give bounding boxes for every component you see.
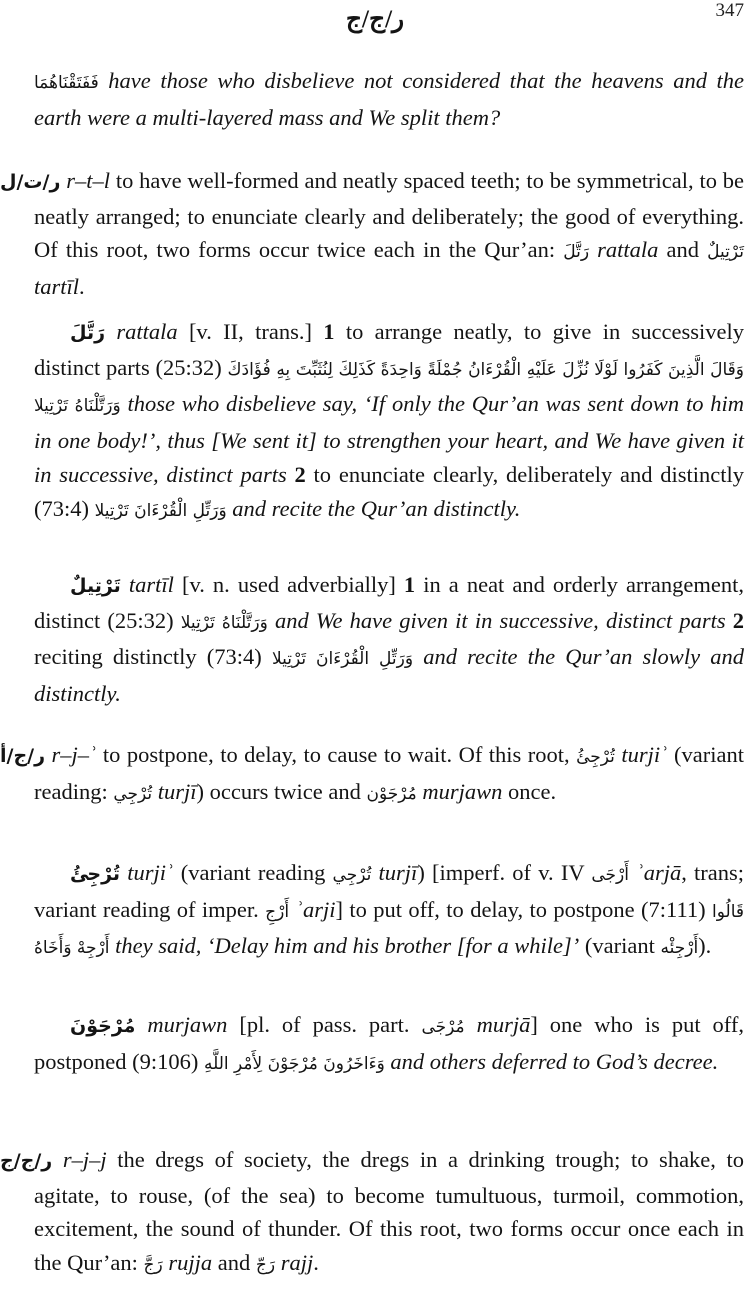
form-transliteration: rujja: [168, 1250, 213, 1276]
sense-number: 2: [732, 607, 744, 633]
form-transliteration: tartīl: [34, 274, 80, 300]
arabic-quote: وَرَتِّلِ الْقُرْءَانَ تَرْتِيلا: [94, 500, 227, 521]
headword-transliteration: turjiʾ: [127, 860, 174, 885]
form-arabic: رَجَّ: [143, 1255, 163, 1276]
root-arabic: ر/ت/ل: [0, 171, 61, 193]
root-transliteration: r–t–l: [66, 168, 110, 193]
form-transliteration: rajj: [280, 1250, 314, 1276]
subentry-paragraph: [0, 568, 744, 711]
base-verb-arabic: أَرْجَى: [591, 865, 629, 885]
translation: and recite the Qur’an slowly and distinctly.: [34, 644, 744, 707]
arabic-quote: قَالُوا أَرْجِهْ وَأَخَاهُ: [34, 901, 745, 959]
translation: they said, ‘Delay him and his brother [for a while]’: [109, 933, 580, 959]
root-transliteration: r–j–j: [62, 1147, 107, 1172]
arabic-quote: فَفَتَقْنَاهُمَا: [34, 73, 99, 93]
grammar-note: [v. n. used adverbially]: [173, 572, 404, 597]
root-transliteration: r–j–ʾ: [51, 742, 97, 767]
translation: and recite the Qur’an distinctly.: [226, 495, 521, 521]
imperative-transliteration: ʾarji: [295, 896, 336, 922]
subentry-paragraph: [0, 1008, 744, 1081]
imperative-arabic: أَرْجِ: [265, 901, 290, 922]
punctuation: .: [313, 1250, 319, 1276]
root-paragraph: [0, 738, 744, 811]
continuation-block: [0, 64, 744, 134]
arabic-quote: وَقَالَ الَّذِينَ كَفَرُوا لَوْلَا نُزِّلَ عَلَيْهِ الْقُرْءَانُ جُمْلَةً وَاحِدَةً كَذَلِكَ لِنُثَبِّتَ بِهِ فُؤَادَكَ وَرَتَّلْنَاهُ تَرْتِيلا: [34, 359, 744, 417]
grammar-note: ) [imperf. of v. IV: [417, 860, 592, 885]
definition: reciting distinctly (73:4): [34, 644, 272, 670]
arabic-quote: وَرَتَّلْنَاهُ تَرْتِيلا: [180, 612, 268, 633]
root-arabic: ر/ج/ج: [0, 1150, 53, 1172]
arabic-quote: وَرَتِّلِ الْقُرْءَانَ تَرْتِيلا: [271, 649, 414, 670]
definition: in a neat and orderly arrangement, distinct (25:32): [34, 572, 745, 633]
variant-transliteration: turjī: [157, 778, 197, 804]
headword-transliteration: tartīl: [128, 572, 174, 597]
variant-arabic: أَرْجِئْه: [660, 938, 699, 959]
subentry-tartil: [0, 568, 744, 711]
variant-label: (variant: [579, 933, 661, 959]
sense-number: 2: [294, 461, 306, 487]
variant-label: (variant reading:: [34, 742, 745, 804]
headword-arabic: تُرْجِئُ: [70, 863, 121, 885]
headword-arabic: رَتَّلَ: [70, 322, 106, 344]
entry-r-t-l: [0, 164, 744, 304]
definition: ] to put off, to delay, to postpone (7:111): [335, 896, 713, 922]
headword-arabic: تَرْتِيلٌ: [70, 575, 121, 597]
page-number: 347: [715, 0, 744, 21]
translation: have those who disbelieve not considered that the heavens and the earth were a multi-layered mass and We split them?: [34, 68, 745, 130]
participle-arabic: مُرْجَى: [421, 1017, 465, 1037]
form-transliteration: turjiʾ: [621, 742, 668, 767]
definition: ] one who is put off, postponed (9:106): [34, 1012, 745, 1074]
headword-transliteration: murjawn: [147, 1012, 228, 1037]
definition: to have well-formed and neatly spaced teeth; to be symmetrical, to be neatly arranged; to enunciate clearly and deliberately; the good of everything. Of this root, two forms occur twice each in the Qur’an:: [34, 168, 744, 263]
conjunction: and: [658, 237, 708, 263]
form-transliteration: rattala: [597, 237, 659, 263]
form-arabic: تُرْجِئُ: [576, 747, 615, 767]
participle-transliteration: murjā: [476, 1012, 531, 1037]
grammar-note: [v. II, trans.]: [177, 319, 324, 344]
translation: and others deferred to God’s decree.: [384, 1048, 719, 1074]
base-verb-transliteration: ʾarjā: [636, 860, 682, 885]
root-arabic: ر/ج/أ: [0, 745, 46, 767]
form-arabic: رَجّ: [255, 1255, 276, 1276]
subentry-turji: [0, 856, 744, 966]
form-arabic: رَتَّلَ: [563, 242, 590, 263]
form-arabic: تَرْتِيلٌ: [707, 242, 744, 263]
subentry-murjawn: [0, 1008, 744, 1081]
grammar-note: [pl. of pass. part.: [227, 1012, 422, 1037]
arabic-quote: وَءَاخَرُونَ مُرْجَوْنَ لِأَمْرِ اللَّهِ: [203, 1053, 385, 1074]
root-paragraph: [0, 164, 744, 304]
variant-arabic: تُرْجِي: [332, 865, 372, 885]
translation: and We have given it in successive, distinct parts: [267, 607, 733, 633]
definition: to enunciate clearly, deliberately and distinctly (73:4): [34, 461, 745, 521]
form-transliteration: murjawn: [422, 778, 503, 804]
definition: to postpone, to delay, to cause to wait. Of this root,: [96, 742, 577, 767]
definition: to arrange neatly, to give in successively distinct parts (25:32): [34, 319, 745, 380]
subentry-rattala: [0, 315, 744, 528]
root-paragraph: [0, 1143, 744, 1283]
definition: once.: [502, 778, 557, 804]
entry-r-j-j: [0, 1143, 744, 1283]
definition: ) occurs twice and: [196, 778, 367, 804]
sense-number: 1: [403, 572, 416, 597]
definition: the dregs of society, the dregs in a drinking trough; to shake, to agitate, to rouse, (of the sea) to become tumultuous, turmoil, commotion, excitement, the sound of thunder. Of this root, two forms occur once each in the Qur’an:: [34, 1147, 745, 1276]
sense-number: 1: [323, 319, 335, 344]
conjunction: and: [212, 1250, 256, 1276]
subentry-paragraph: [0, 856, 744, 966]
running-head: ر/ج/ج: [345, 6, 405, 33]
continuation-paragraph: [0, 64, 744, 134]
subentry-paragraph: [0, 315, 744, 528]
entry-r-j-hamza: [0, 738, 744, 811]
headword-transliteration: rattala: [116, 319, 178, 344]
punctuation: .: [79, 274, 85, 300]
variant-label: (variant reading: [173, 860, 333, 885]
form-arabic: مُرْجَوْن: [366, 783, 417, 804]
translation: those who disbelieve say, ‘If only the Qur’an was sent down to him in one body!’, thus [We sent it] to strengthen your heart, and We have given it in successive, distinct parts: [34, 391, 745, 487]
headword-arabic: مُرْجَوْنَ: [70, 1015, 136, 1037]
variant-transliteration: turjī: [378, 860, 418, 885]
grammar-note: , trans; variant reading of imper.: [34, 860, 745, 922]
variant-arabic: تُرْجِي: [113, 783, 153, 804]
punctuation: ).: [698, 933, 712, 959]
